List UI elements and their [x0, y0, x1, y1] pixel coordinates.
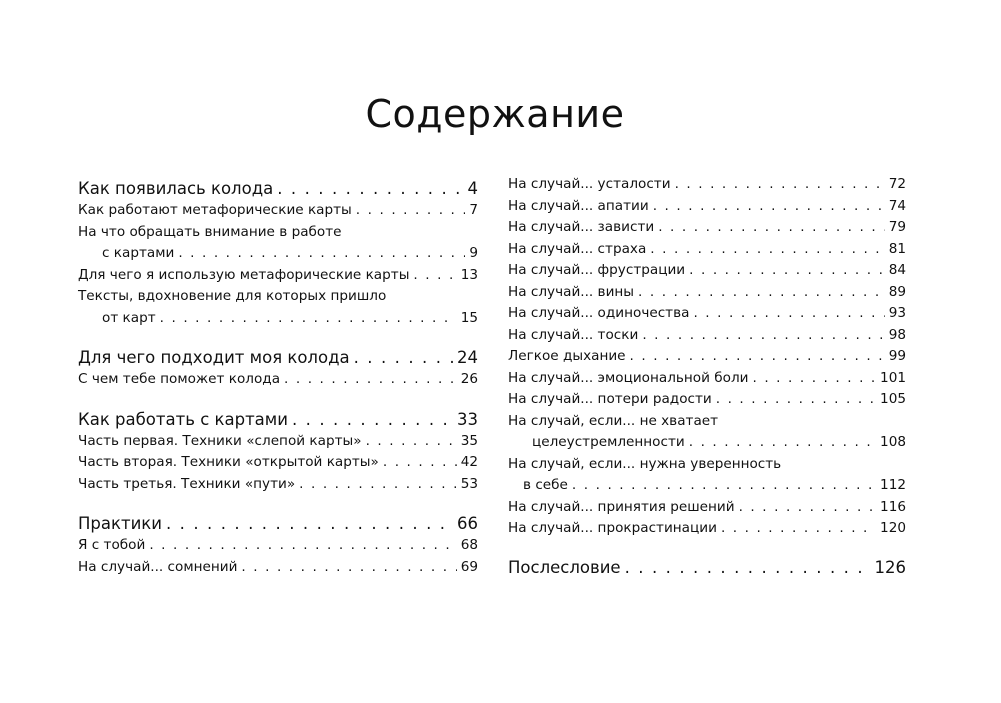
toc-leader-dots	[630, 346, 885, 368]
toc-section-heading[interactable]	[78, 513, 478, 535]
toc-entry-title: Практики	[78, 514, 162, 533]
toc-page-number: 26	[460, 371, 478, 387]
toc-entry-title-line[interactable]: На случай, если... не хватает	[508, 412, 719, 429]
toc-entry[interactable]	[508, 196, 906, 218]
toc-leader-dots	[739, 497, 876, 519]
toc-page-number: 116	[880, 498, 906, 515]
toc-page-number: 108	[880, 434, 906, 450]
toc-leader-dots	[693, 303, 884, 325]
toc-page-number: 81	[888, 240, 906, 257]
toc-page-number: 93	[888, 305, 906, 321]
toc-page-number: 35	[460, 432, 478, 449]
toc-leader-dots	[572, 475, 876, 497]
toc-leader-dots	[299, 474, 457, 496]
toc-leader-dots	[149, 535, 456, 557]
toc-entry-title: Как работать с картами	[78, 409, 288, 429]
toc-entry[interactable]	[78, 431, 478, 453]
toc-entry-title-line[interactable]: Тексты, вдохновение для которых пришло	[78, 288, 387, 304]
toc-entry-title: Как появилась колода	[78, 179, 274, 198]
toc-section-heading[interactable]	[508, 556, 906, 580]
toc-page-number: 84	[888, 262, 906, 278]
toc-entry-title: Как работают метафорические карты	[78, 202, 352, 218]
toc-entry[interactable]	[508, 260, 906, 282]
toc-page-number: 74	[888, 197, 906, 214]
toc-left-column	[78, 178, 478, 578]
toc-leader-dots	[753, 368, 877, 390]
toc-entry[interactable]	[508, 325, 906, 347]
section-gap	[78, 495, 478, 513]
toc-leader-dots	[638, 282, 885, 304]
toc-section-heading[interactable]	[78, 347, 478, 369]
toc-entry-title: Для чего подходит моя колода	[78, 348, 350, 367]
toc-entry-title: С чем тебе поможет колода	[78, 371, 281, 387]
toc-entry[interactable]	[78, 452, 478, 474]
toc-entry-title: На случай... прокрастинации	[508, 520, 717, 536]
toc-entry-title: Я с тобой	[78, 537, 146, 553]
toc-leader-dots	[383, 452, 457, 474]
toc-entry[interactable]	[508, 174, 906, 196]
toc-page-number: 105	[880, 391, 906, 407]
toc-entry[interactable]	[78, 369, 478, 391]
toc-entry-title: На случай... принятия решений	[508, 498, 735, 515]
section-gap	[78, 329, 478, 347]
toc-entry[interactable]	[508, 239, 906, 261]
toc-entry[interactable]	[508, 432, 906, 454]
toc-page-number: 98	[888, 326, 906, 343]
toc-entry-title: в себе	[523, 477, 568, 493]
toc-page-number: 15	[460, 309, 478, 326]
toc-leader-dots	[178, 243, 465, 265]
toc-right-column	[508, 174, 906, 580]
toc-leader-dots	[675, 174, 885, 196]
toc-entry[interactable]	[78, 557, 478, 579]
toc-leader-dots	[354, 347, 453, 369]
toc-leader-dots	[650, 239, 884, 261]
toc-entry-title: На случай... апатии	[508, 197, 649, 214]
toc-page-number: 42	[460, 454, 478, 470]
toc-entry-title: с картами	[102, 245, 175, 261]
toc-section-heading[interactable]	[78, 178, 478, 200]
toc-entry-title: На случай... сомнений	[78, 558, 238, 575]
toc-leader-dots	[292, 409, 453, 431]
toc-entry-title: от карт	[102, 309, 156, 326]
toc-entry-title: На случай... тоски	[508, 326, 639, 343]
toc-page-number: 69	[460, 558, 478, 575]
toc-entry-title: Послесловие	[508, 557, 621, 577]
toc-page-number: 126	[874, 557, 906, 577]
toc-entry[interactable]	[508, 303, 906, 325]
toc-entry-title: Часть первая. Техники «слепой карты»	[78, 432, 362, 449]
toc-entry-title: На случай... потери радости	[508, 391, 712, 407]
toc-entry[interactable]	[78, 200, 478, 222]
toc-page-number: 9	[469, 245, 478, 261]
toc-entry-title: На случай... эмоциональной боли	[508, 369, 749, 386]
toc-entry[interactable]	[78, 474, 478, 496]
toc-leader-dots	[716, 389, 876, 411]
toc-entry-title: Часть третья. Техники «пути»	[78, 475, 296, 492]
toc-entry-title-line[interactable]: На что обращать внимание в работе	[78, 223, 342, 240]
toc-leader-dots	[160, 308, 457, 330]
toc-leader-dots	[413, 265, 456, 287]
toc-page-number: 13	[460, 266, 478, 283]
toc-entry[interactable]	[508, 475, 906, 497]
toc-entry[interactable]	[78, 535, 478, 557]
toc-page-number: 99	[888, 348, 906, 364]
toc-leader-dots	[284, 369, 457, 391]
toc-entry[interactable]	[78, 243, 478, 265]
toc-page-number: 4	[467, 179, 478, 198]
toc-entry[interactable]	[508, 497, 906, 519]
toc-entry-title: Для чего я использую метафорические карты	[78, 266, 410, 283]
toc-leader-dots	[356, 200, 466, 222]
toc-leader-dots	[241, 557, 456, 579]
toc-leader-dots	[366, 431, 457, 453]
toc-entry-title: На случай... фрустрации	[508, 262, 686, 278]
toc-entry[interactable]	[508, 282, 906, 304]
toc-section-heading[interactable]	[78, 409, 478, 431]
toc-page-number: 33	[457, 409, 478, 429]
toc-entry-title: На случай... усталости	[508, 176, 671, 192]
toc-entry-title-line[interactable]: На случай, если... нужна уверенность	[508, 455, 782, 472]
toc-entry[interactable]	[78, 265, 478, 287]
toc-page-number: 68	[460, 537, 478, 553]
toc-leader-dots	[658, 217, 884, 239]
toc-page-number: 53	[460, 475, 478, 492]
toc-entry-title: На случай... страха	[508, 240, 647, 257]
section-gap	[78, 391, 478, 409]
toc-page-number: 24	[457, 348, 478, 367]
toc-leader-dots	[689, 260, 885, 282]
toc-page-number: 89	[888, 283, 906, 300]
toc-leader-dots	[653, 196, 885, 218]
toc-entry-title: целеустремленности	[532, 434, 685, 450]
toc-entry[interactable]	[78, 308, 478, 330]
toc-entry-title: На случай... зависти	[508, 219, 655, 235]
toc-page-number: 79	[888, 219, 906, 235]
toc-leader-dots	[689, 432, 876, 454]
toc-entry[interactable]	[508, 217, 906, 239]
toc-leader-dots	[642, 325, 884, 347]
toc-leader-dots	[625, 556, 871, 580]
toc-page-number: 112	[880, 477, 906, 493]
toc-page-number: 7	[469, 202, 478, 218]
toc-entry-title: На случай... одиночества	[508, 305, 690, 321]
toc-leader-dots	[721, 518, 876, 540]
toc-entry-title: Часть вторая. Техники «открытой карты»	[78, 454, 379, 470]
toc-page-number: 72	[888, 176, 906, 192]
toc-leader-dots	[277, 178, 463, 200]
toc-entry[interactable]	[508, 346, 906, 368]
toc-entry[interactable]	[508, 518, 906, 540]
toc-page-number: 120	[880, 520, 906, 536]
toc-entry[interactable]	[508, 389, 906, 411]
toc-page-number: 101	[880, 369, 906, 386]
toc-entry-title: На случай... вины	[508, 283, 635, 300]
page-title: Содержание	[365, 92, 625, 136]
toc-entry[interactable]	[508, 368, 906, 390]
toc-page-number: 66	[457, 514, 478, 533]
toc-leader-dots	[166, 513, 453, 535]
toc-entry-title: Легкое дыхание	[508, 348, 626, 364]
section-gap	[508, 540, 906, 556]
